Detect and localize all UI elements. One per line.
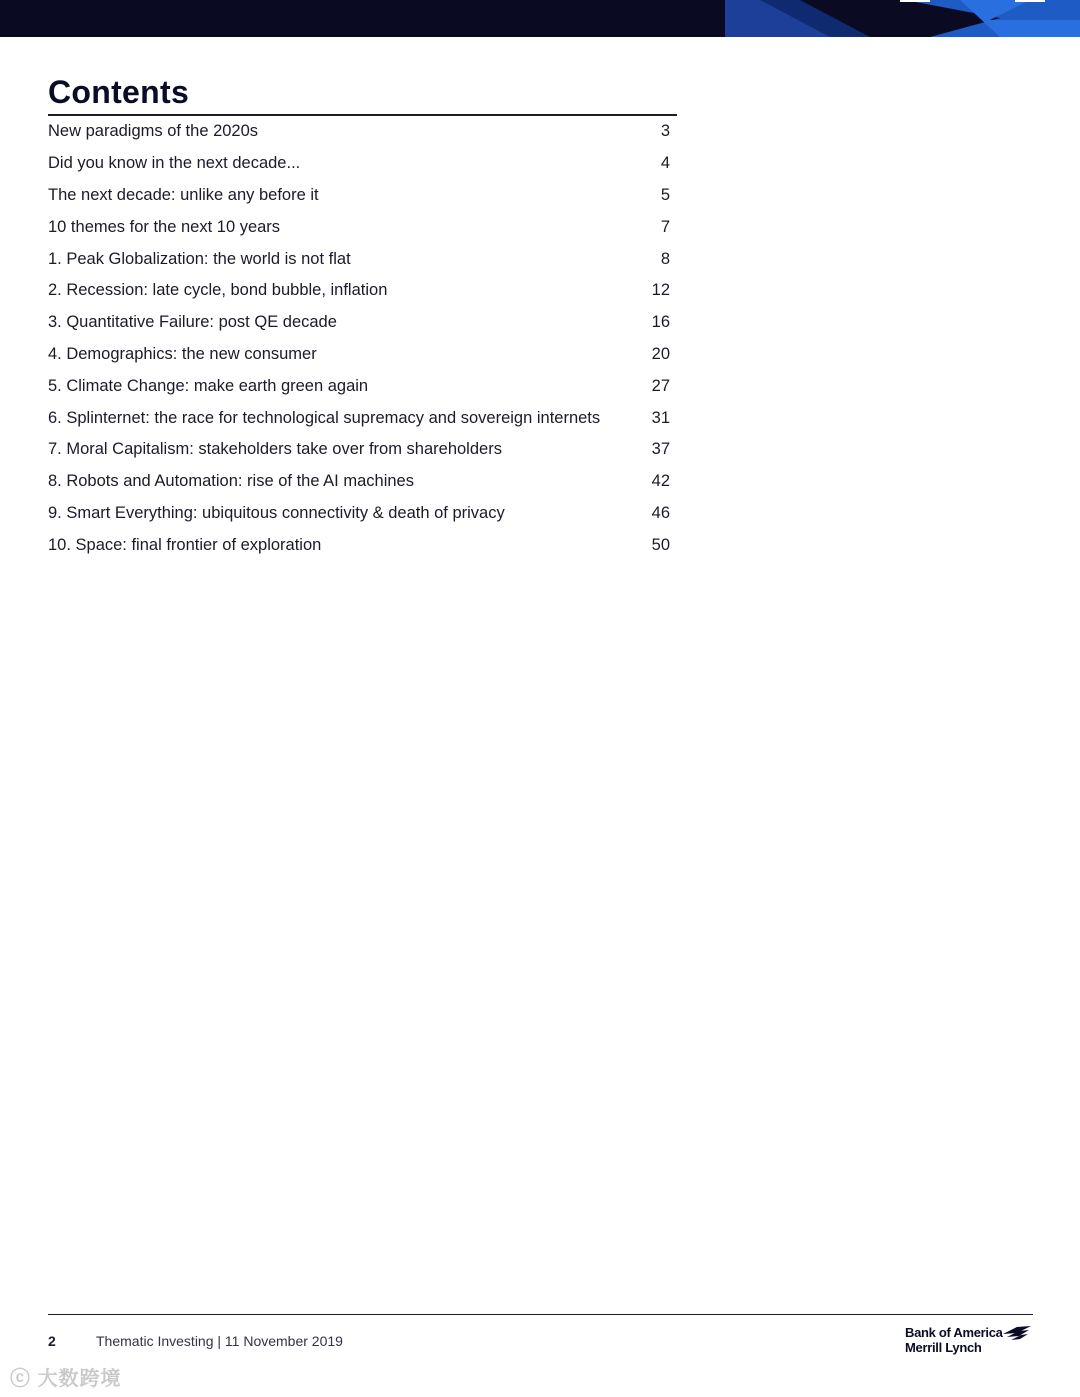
- toc-entry-label: 3. Quantitative Failure: post QE decade: [48, 313, 337, 332]
- toc-entry-label: 6. Splinternet: the race for technological supremacy and sovereign internets: [48, 408, 601, 427]
- toc-entry-page: 50: [651, 535, 670, 554]
- toc-entry-label: 10. Space: final frontier of exploration: [48, 535, 322, 554]
- toc-entry-page: 7: [660, 217, 670, 236]
- toc-entry-label: 1. Peak Globalization: the world is not flat: [48, 249, 351, 268]
- toc-entry-label: 7. Moral Capitalism: stakeholders take over from shareholders: [48, 440, 502, 459]
- toc-entry[interactable]: [48, 466, 670, 498]
- toc-entry-label: 5. Climate Change: make earth green again: [48, 376, 369, 395]
- toc-entry-page: 16: [651, 313, 670, 332]
- toc-entry[interactable]: [48, 180, 670, 212]
- toc-entry[interactable]: [48, 498, 670, 530]
- toc-entry[interactable]: [48, 370, 670, 402]
- toc-entry[interactable]: [48, 529, 670, 561]
- toc-entry-label: The next decade: unlike any before it: [48, 185, 319, 204]
- toc-entry-page: 4: [660, 154, 670, 173]
- toc-entry-page: 3: [660, 122, 670, 141]
- watermark-logo-icon: ⓒ: [10, 1368, 31, 1390]
- toc-entry[interactable]: [48, 243, 670, 275]
- toc-entry-page: 27: [651, 376, 670, 395]
- toc-entry-page: 20: [651, 344, 670, 363]
- toc-entry-label: Did you know in the next decade...: [48, 154, 301, 173]
- toc-entry[interactable]: [48, 148, 670, 180]
- toc-entry[interactable]: [48, 211, 670, 243]
- toc-entry-page: 37: [651, 440, 670, 459]
- toc-entry-page: 42: [651, 472, 670, 491]
- toc-entry-label: 2. Recession: late cycle, bond bubble, inflation: [48, 281, 388, 300]
- logo-text: [905, 1325, 1003, 1355]
- toc-entry-page: 5: [660, 185, 670, 204]
- toc-entry-page: 31: [651, 408, 670, 427]
- toc-entry[interactable]: [48, 116, 670, 148]
- table-of-contents: [48, 116, 670, 561]
- header-chevron-graphic: [0, 0, 1080, 37]
- bank-of-america-logo: [905, 1325, 1035, 1361]
- toc-entry[interactable]: [48, 275, 670, 307]
- publication-info: Thematic Investing | 11 November 2019: [96, 1333, 343, 1349]
- contents-title: Contents: [48, 74, 190, 110]
- watermark-text: 大数跨境: [37, 1368, 122, 1390]
- footer-divider: [48, 1314, 1033, 1315]
- page-number: 2: [48, 1333, 56, 1349]
- toc-entry-label: 8. Robots and Automation: rise of the AI machines: [48, 472, 414, 491]
- toc-entry-page: 46: [651, 503, 670, 522]
- toc-entry-label: New paradigms of the 2020s: [48, 122, 259, 141]
- toc-entry[interactable]: [48, 307, 670, 339]
- toc-entry-page: 12: [651, 281, 670, 300]
- toc-entry-page: 8: [660, 249, 670, 268]
- toc-entry-label: 4. Demographics: the new consumer: [48, 344, 317, 363]
- toc-entry[interactable]: [48, 339, 670, 371]
- flag-icon: [1001, 1325, 1033, 1341]
- header-band: [0, 0, 1080, 37]
- toc-entry-label: 9. Smart Everything: ubiquitous connectivity & death of privacy: [48, 503, 505, 522]
- logo-line-1: Bank of America: [905, 1325, 1003, 1340]
- watermark: [10, 1362, 122, 1391]
- toc-entry[interactable]: [48, 402, 670, 434]
- toc-entry[interactable]: [48, 434, 670, 466]
- logo-line-2: Merrill Lynch: [905, 1340, 982, 1355]
- toc-entry-label: 10 themes for the next 10 years: [48, 217, 281, 236]
